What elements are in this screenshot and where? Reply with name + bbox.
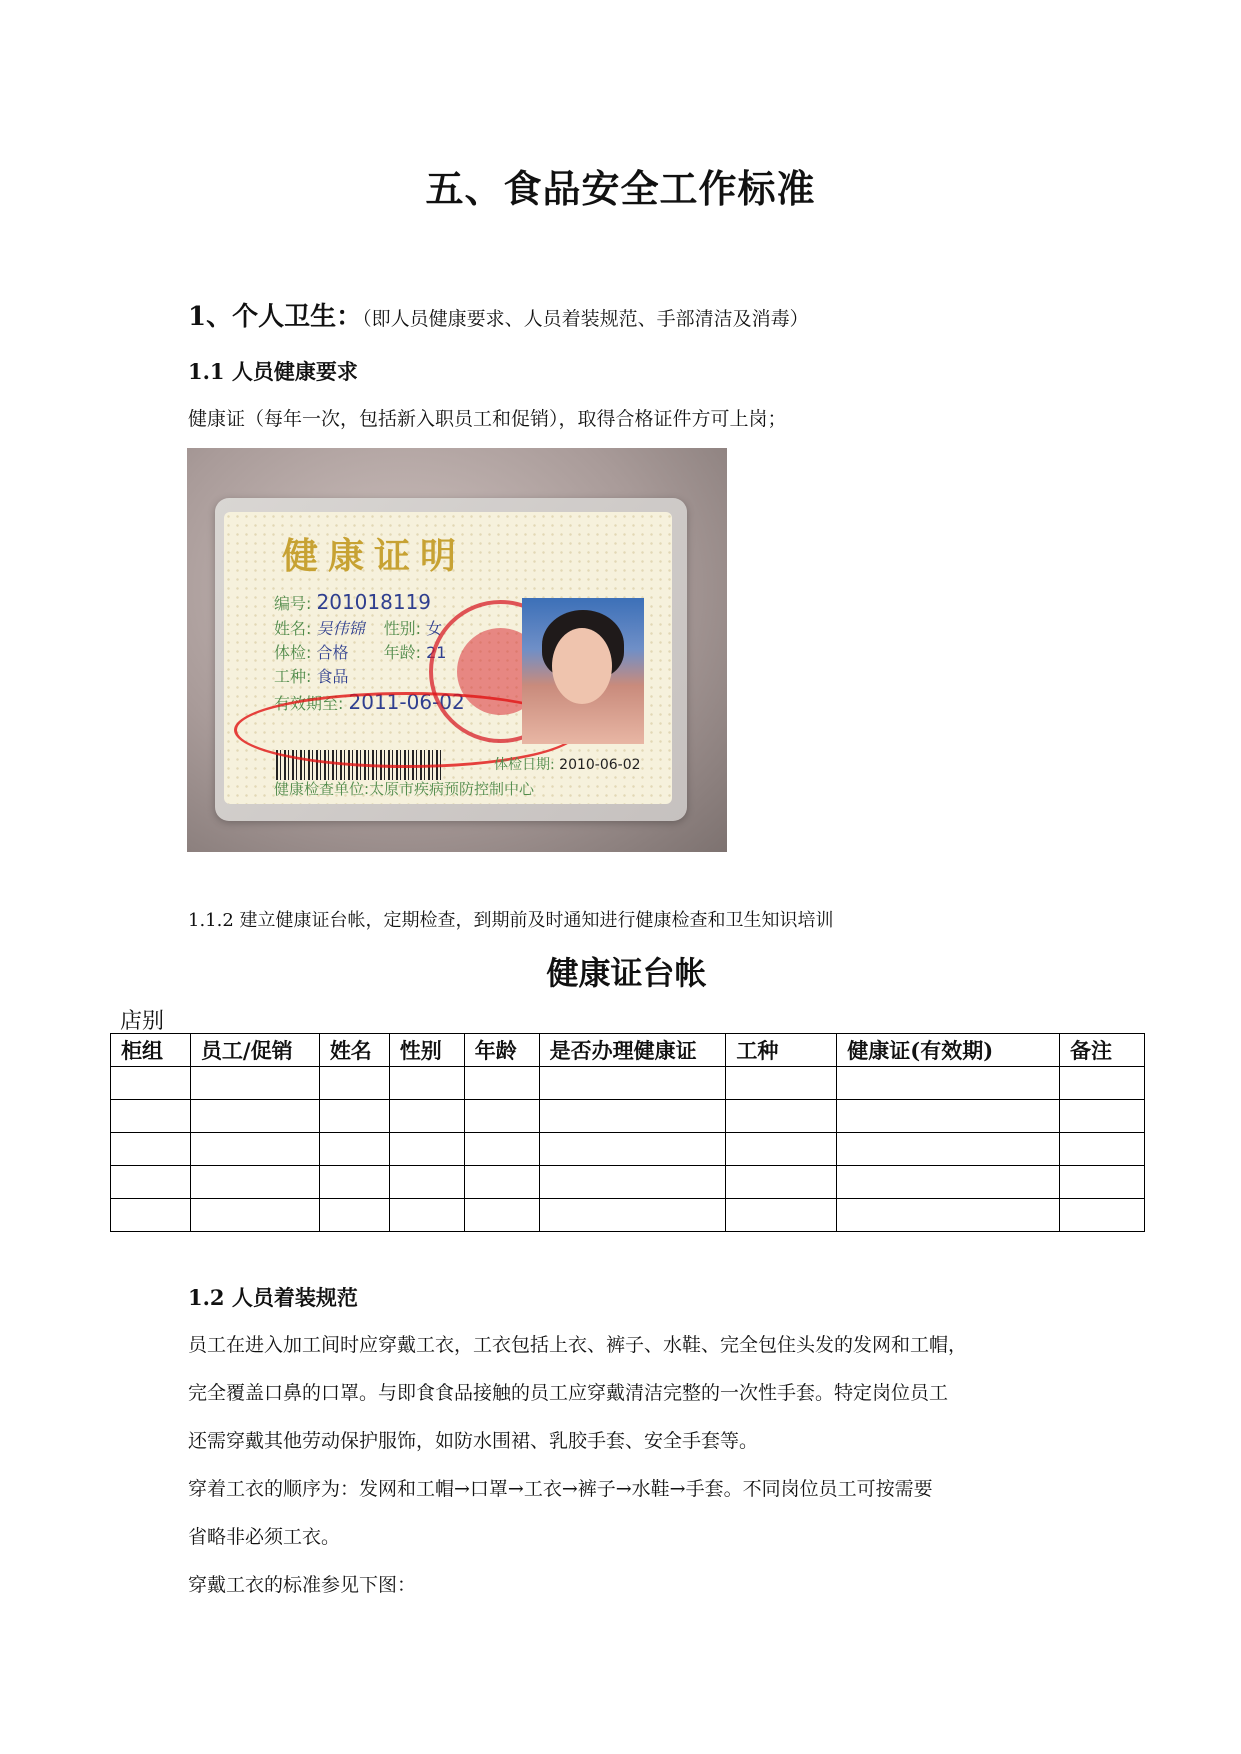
dress-figure-reference: 穿戴工衣的标准参见下图： xyxy=(188,1574,417,1596)
table-cell xyxy=(837,1166,1060,1199)
table-cell xyxy=(190,1100,319,1133)
dress-order-line: 省略非必须工衣。 xyxy=(188,1526,341,1548)
table-cell xyxy=(389,1067,464,1100)
table-cell xyxy=(837,1199,1060,1232)
table-cell xyxy=(111,1166,191,1199)
table-cell xyxy=(1060,1067,1145,1100)
table-cell xyxy=(319,1067,389,1100)
health-certificate-photo xyxy=(187,448,727,852)
table-row xyxy=(111,1100,1145,1133)
ledger-title: 健康证台帐 xyxy=(546,954,707,992)
table-cell xyxy=(837,1100,1060,1133)
table-cell xyxy=(389,1166,464,1199)
card-org: 健康检查单位:太原市疾病预防控制中心 xyxy=(274,780,535,798)
card-name-label: 姓名: xyxy=(274,619,312,638)
table-cell xyxy=(539,1100,726,1133)
table-cell xyxy=(1060,1199,1145,1232)
table-cell xyxy=(319,1166,389,1199)
table-row xyxy=(111,1067,1145,1100)
table-cell xyxy=(539,1133,726,1166)
card-number-value: 201018119 xyxy=(316,590,432,614)
card-exam-label: 体检: xyxy=(274,643,312,662)
table-cell xyxy=(389,1199,464,1232)
table-cell xyxy=(190,1199,319,1232)
table-header-cell: 性别 xyxy=(389,1034,464,1067)
ledger-intro-paragraph: 1.1.2 建立健康证台帐，定期检查，到期前及时通知进行健康检查和卫生知识培训 xyxy=(188,910,834,931)
dress-paragraph-line: 员工在进入加工间时应穿戴工衣，工衣包括上衣、裤子、水鞋、完全包住头发的发网和工帽， xyxy=(188,1334,968,1356)
table-cell xyxy=(190,1133,319,1166)
table-cell xyxy=(837,1067,1060,1100)
table-row xyxy=(111,1133,1145,1166)
table-header-cell: 员工/促销 xyxy=(190,1034,319,1067)
table-header-cell: 备注 xyxy=(1060,1034,1145,1067)
table-cell xyxy=(190,1166,319,1199)
card-valid-value: 2011-06-02 xyxy=(348,690,465,714)
table-row xyxy=(111,1166,1145,1199)
table-cell xyxy=(190,1067,319,1100)
table-cell xyxy=(464,1067,539,1100)
subsection-1-2-heading: 1.2 人员着装规范 xyxy=(188,1285,358,1310)
table-header-cell: 年龄 xyxy=(464,1034,539,1067)
card-exam-date-row xyxy=(494,754,641,774)
table-cell xyxy=(111,1199,191,1232)
table-cell xyxy=(111,1067,191,1100)
table-header-cell: 健康证(有效期) xyxy=(837,1034,1060,1067)
table-cell xyxy=(319,1133,389,1166)
card-name-row xyxy=(274,616,442,639)
table-cell xyxy=(464,1199,539,1232)
dress-paragraph-line: 完全覆盖口鼻的口罩。与即食食品接触的员工应穿戴清洁完整的一次性手套。特定岗位员工 xyxy=(188,1382,949,1404)
table-cell xyxy=(1060,1133,1145,1166)
table-cell xyxy=(464,1100,539,1133)
card-valid-label: 有效期至: xyxy=(274,694,344,713)
table-cell xyxy=(389,1133,464,1166)
table-cell xyxy=(539,1067,726,1100)
card-name-value: 吴伟锦 xyxy=(316,619,365,638)
card-number-label: 编号: xyxy=(274,594,312,613)
card-sex-label: 性别: xyxy=(383,619,422,638)
card-age-label: 年龄: xyxy=(383,643,422,662)
page-title: 五、食品安全工作标准 xyxy=(425,166,816,211)
subsection-1-1-heading: 1.1 人员健康要求 xyxy=(188,359,358,384)
table-cell xyxy=(1060,1100,1145,1133)
card-age-value: 21 xyxy=(426,643,447,662)
table-cell xyxy=(464,1166,539,1199)
table-cell xyxy=(111,1133,191,1166)
table-cell xyxy=(389,1100,464,1133)
section-1-note: （即人员健康要求、人员着装规范、手部清洁及消毒） xyxy=(362,308,809,330)
table-cell xyxy=(319,1199,389,1232)
card-exam-value: 合格 xyxy=(316,643,349,662)
table-cell xyxy=(726,1166,837,1199)
table-cell xyxy=(539,1166,726,1199)
card-exam-date-label: 体检日期: xyxy=(494,757,555,773)
table-cell xyxy=(726,1100,837,1133)
table-header-cell: 姓名 xyxy=(319,1034,389,1067)
card-job-label: 工种: xyxy=(274,667,312,686)
section-1-heading xyxy=(188,296,809,333)
table-cell xyxy=(464,1133,539,1166)
card-title: 健康证明 xyxy=(281,535,466,577)
health-certificate-card xyxy=(224,512,672,804)
table-header-cell: 工种 xyxy=(726,1034,837,1067)
section-1-title: 1、个人卫生： xyxy=(188,302,363,332)
table-cell xyxy=(319,1100,389,1133)
table-header-cell: 柜组 xyxy=(111,1034,191,1067)
table-cell xyxy=(111,1100,191,1133)
table-cell xyxy=(726,1199,837,1232)
table-cell xyxy=(726,1133,837,1166)
table-cell xyxy=(539,1199,726,1232)
table-cell xyxy=(837,1133,1060,1166)
store-label: 店别 xyxy=(120,1009,165,1034)
health-cert-paragraph: 健康证（每年一次，包括新入职员工和促销），取得合格证件方可上岗； xyxy=(188,408,787,430)
card-job-value: 食品 xyxy=(316,667,349,686)
table-header-cell: 是否办理健康证 xyxy=(539,1034,726,1067)
card-job-row xyxy=(274,664,349,687)
dress-paragraph-line: 还需穿戴其他劳动保护服饰，如防水围裙、乳胶手套、安全手套等。 xyxy=(188,1430,759,1452)
card-portrait xyxy=(522,598,644,744)
dress-order-line: 穿着工衣的顺序为：发网和工帽→口罩→工衣→裤子→水鞋→手套。不同岗位员工可按需要 xyxy=(188,1478,933,1500)
table-cell xyxy=(1060,1166,1145,1199)
card-exam-row xyxy=(274,640,446,663)
health-cert-ledger-table xyxy=(110,1033,1145,1232)
card-number-row xyxy=(274,590,431,614)
card-exam-date-value: 2010-06-02 xyxy=(559,757,641,773)
table-header-row xyxy=(111,1034,1145,1067)
table-row xyxy=(111,1199,1145,1232)
table-cell xyxy=(726,1067,837,1100)
card-sex-value: 女 xyxy=(426,619,443,638)
